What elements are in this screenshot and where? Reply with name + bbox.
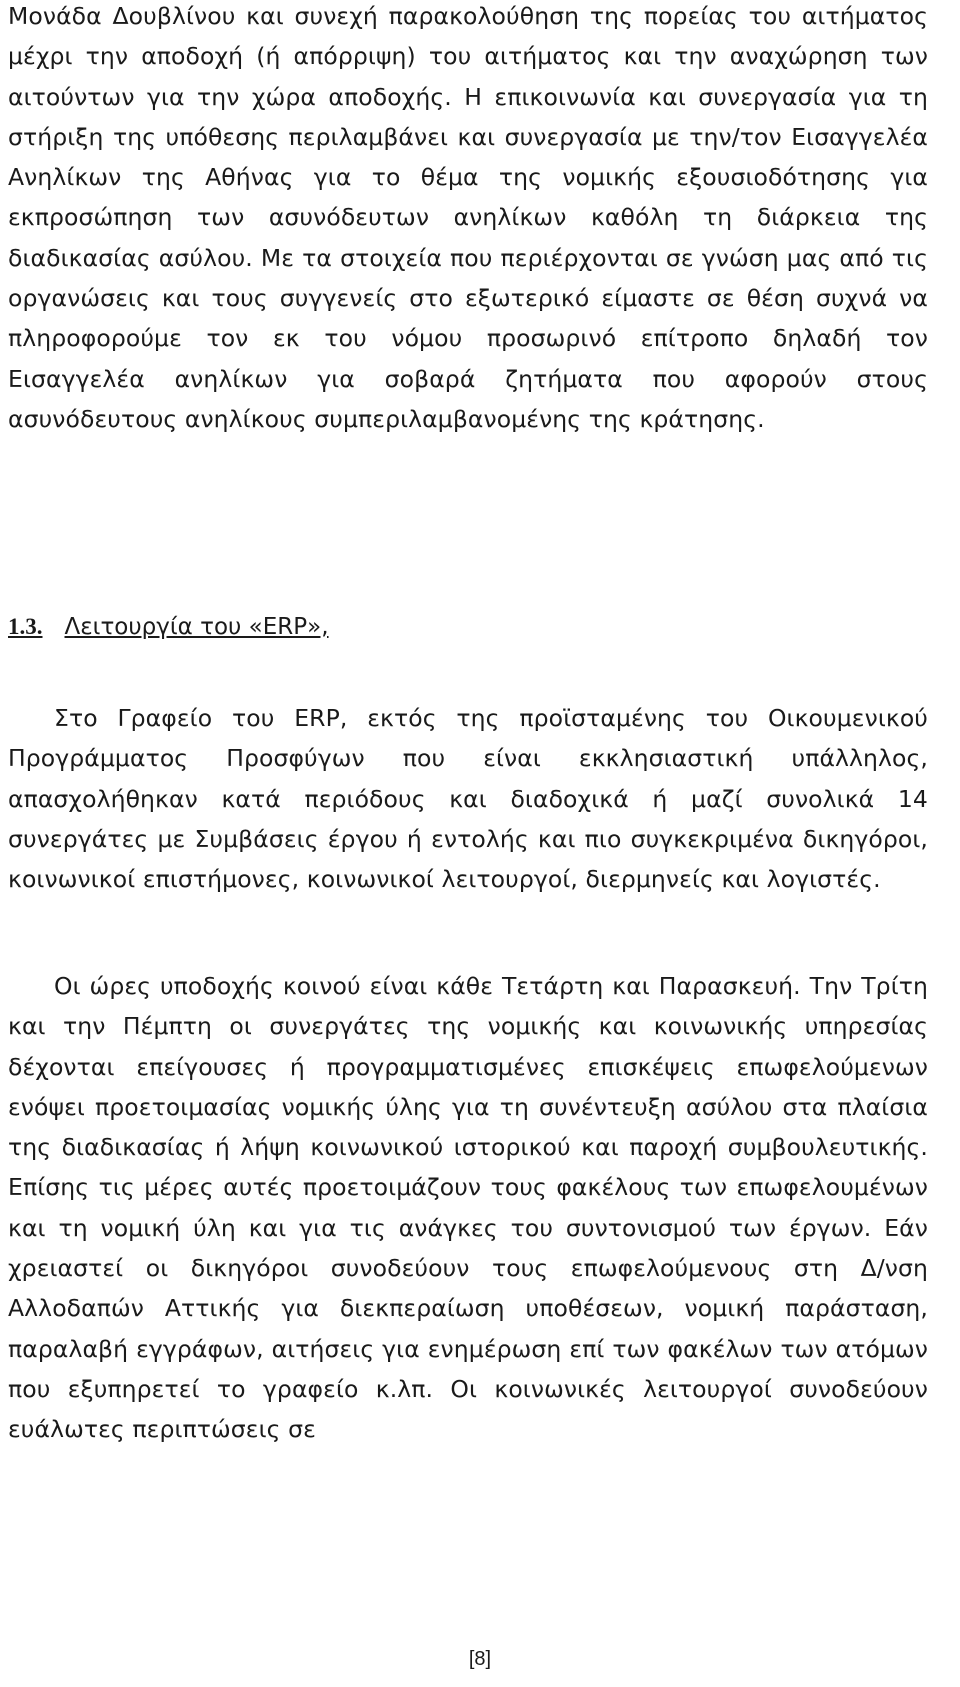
section-heading — [8, 612, 329, 642]
section-number: 1.3. — [8, 614, 43, 639]
page-number: [8] — [468, 1648, 492, 1670]
section-title: Λειτουργία του «ERP», — [64, 614, 329, 640]
body-paragraph-3: Οι ώρες υποδοχής κοινού είναι κάθε Τετάρτη και Παρασκευή. Την Τρίτη και την Πέμπτη οι συνεργάτες της νομικής και κοινωνικής υπηρεσίας δέχονται επείγουσες ή προγραμματισμένες επισκέψεις επωφελούμενων ενόψει προετοιμασίας νομικής ύλης για τη συνέντευξη ασύλου στα πλαίσια της διαδικασίας ή λήψη κοινωνικού ιστορικού και παροχή συμβουλευτικής. Επίσης τις μέρες αυτές προετοιμάζουν τους φακέλους των επωφελουμένων και τη νομική ύλη και για τις ανάγκες του συντονισμού των έργων. Εάν χρειαστεί οι δικηγόροι συνοδεύουν τους επωφελούμενους στη Δ/νση Αλλοδαπών Αττικής για διεκπεραίωση υποθέσεων, νομική παράσταση, παραλαβή εγγράφων, αιτήσεις για ενημέρωση επί των φακέλων των ατόμων που εξυπηρετεί το γραφείο κ.λπ. Οι κοινωνικές λειτουργοί συνοδεύουν ευάλωτες περιπτώσεις σε — [8, 972, 928, 1444]
body-paragraph-1: Μονάδα Δουβλίνου και συνεχή παρακολούθηση της πορείας του αιτήματος μέχρι την αποδοχή (ή απόρριψη) του αιτήματος και την αναχώρηση των αιτούντων για την χώρα αποδοχής. Η επικοινωνία και συνεργασία για τη στήριξη της υπόθεσης περιλαμβάνει και συνεργασία με την/τον Εισαγγελέα Ανηλίκων της Αθήνας για το θέμα της νομικής εξουσιοδότησης για εκπροσώπηση των ασυνόδευτων ανηλίκων καθόλη τη διάρκεια της διαδικασίας ασύλου. Με τα στοιχεία που περιέρχονται σε γνώση μας από τις οργανώσεις και τους συγγενείς στο εξωτερικό είμαστε σε θέση συχνά να πληροφορούμε τον εκ του νόμου προσωρινό επίτροπο δηλαδή τον Εισαγγελέα ανηλίκων για σοβαρά ζητήματα που αφορούν στους ασυνόδευτους ανηλίκους συμπεριλαμβανομένης της κράτησης. — [8, 2, 928, 433]
body-paragraph-2: Στο Γραφείο του ERP, εκτός της προϊσταμένης του Οικουμενικού Προγράμματος Προσφύγων που είναι εκκλησιαστική υπάλληλος, απασχολήθηκαν κατά περιόδους και διαδοχικά ή μαζί συνολικά 14 συνεργάτες με Συμβάσεις έργου ή εντολής και πιο συγκεκριμένα δικηγόροι, κοινωνικοί επιστήμονες, κοινωνικοί λειτουργοί, διερμηνείς και λογιστές. — [8, 704, 928, 894]
document-page — [8, 0, 928, 1687]
